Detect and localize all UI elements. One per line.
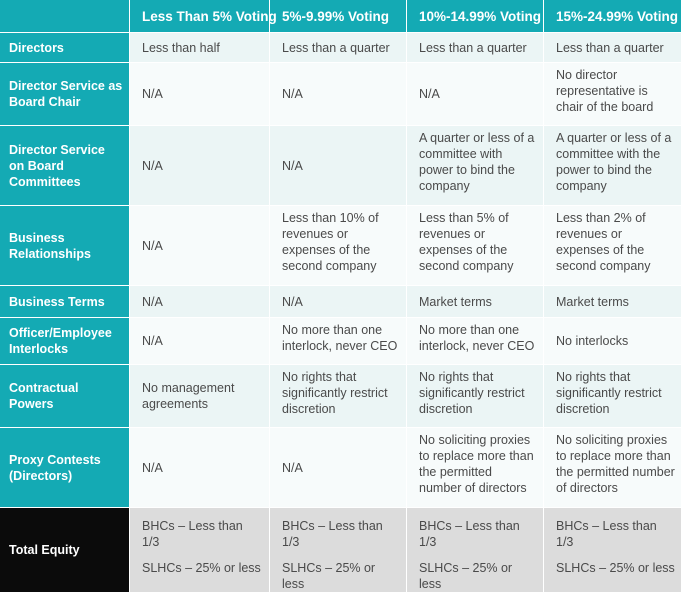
column-header: 15%-24.99% Voting (544, 0, 682, 33)
table-cell: N/A (130, 428, 270, 508)
table-cell: N/A (130, 286, 270, 318)
row-header: Proxy Contests (Directors) (0, 428, 130, 508)
column-header: 5%-9.99% Voting (270, 0, 407, 33)
table-cell: No soliciting proxies to replace more than the permitted number of directors (407, 428, 544, 508)
table-cell: No rights that significantly restrict discretion (407, 365, 544, 428)
slhc-threshold: SLHCs – 25% or less (556, 561, 675, 575)
table-cell: No soliciting proxies to replace more than the permitted number of directors (544, 428, 682, 508)
slhc-threshold: SLHCs – 25% or less (419, 561, 513, 591)
table-cell: Less than a quarter (407, 33, 544, 63)
bhc-threshold: BHCs – Less than 1/3 (419, 519, 520, 549)
table-cell: No rights that significantly restrict discretion (270, 365, 407, 428)
table-cell: Less than half (130, 33, 270, 63)
row-header: Contractual Powers (0, 365, 130, 428)
table-cell: N/A (270, 126, 407, 206)
column-header: 10%-14.99% Voting (407, 0, 544, 33)
table-cell: No management agreements (130, 365, 270, 428)
table-cell: Less than a quarter (270, 33, 407, 63)
row-header: Director Service on Board Committees (0, 126, 130, 206)
table-row (0, 206, 682, 286)
table-cell (130, 508, 270, 593)
table-cell: N/A (130, 63, 270, 126)
table-cell: Less than a quarter (544, 33, 682, 63)
row-header: Business Relationships (0, 206, 130, 286)
table-row (0, 318, 682, 365)
table-cell: Market terms (407, 286, 544, 318)
table-cell: No more than one interlock, never CEO (407, 318, 544, 365)
row-header-total: Total Equity (0, 508, 130, 593)
bhc-threshold: BHCs – Less than 1/3 (142, 519, 243, 549)
table-cell: No rights that significantly restrict discretion (544, 365, 682, 428)
table-cell: No interlocks (544, 318, 682, 365)
table-cell: N/A (270, 63, 407, 126)
table-cell: N/A (270, 428, 407, 508)
table-cell (407, 508, 544, 593)
table-cell: Less than 5% of revenues or expenses of the second company (407, 206, 544, 286)
table-cell: N/A (130, 126, 270, 206)
table-row (0, 33, 682, 63)
bhc-threshold: BHCs – Less than 1/3 (556, 519, 657, 549)
table-cell: No director representative is chair of the board (544, 63, 682, 126)
table-cell: N/A (130, 318, 270, 365)
column-header: Less Than 5% Voting (130, 0, 270, 33)
row-header: Directors (0, 33, 130, 63)
table-cell: No more than one interlock, never CEO (270, 318, 407, 365)
row-header: Business Terms (0, 286, 130, 318)
table-cell: N/A (130, 206, 270, 286)
table-cell (270, 508, 407, 593)
row-header: Officer/Employee Interlocks (0, 318, 130, 365)
table-row-total (0, 508, 682, 593)
slhc-threshold: SLHCs – 25% or less (142, 561, 261, 575)
slhc-threshold: SLHCs – 25% or less (282, 561, 376, 591)
table-cell: N/A (407, 63, 544, 126)
table-row (0, 286, 682, 318)
table-cell: Less than 10% of revenues or expenses of the second company (270, 206, 407, 286)
table-row (0, 126, 682, 206)
table-row (0, 63, 682, 126)
table-cell: N/A (270, 286, 407, 318)
table-cell: Less than 2% of revenues or expenses of the second company (544, 206, 682, 286)
table-cell: Market terms (544, 286, 682, 318)
bhc-threshold: BHCs – Less than 1/3 (282, 519, 383, 549)
table-cell: A quarter or less of a committee with the power to bind the company (544, 126, 682, 206)
table-row (0, 365, 682, 428)
table-cell: A quarter or less of a committee with power to bind the company (407, 126, 544, 206)
header-corner (0, 0, 130, 33)
table-row (0, 428, 682, 508)
table-cell (544, 508, 682, 593)
row-header: Director Service as Board Chair (0, 63, 130, 126)
